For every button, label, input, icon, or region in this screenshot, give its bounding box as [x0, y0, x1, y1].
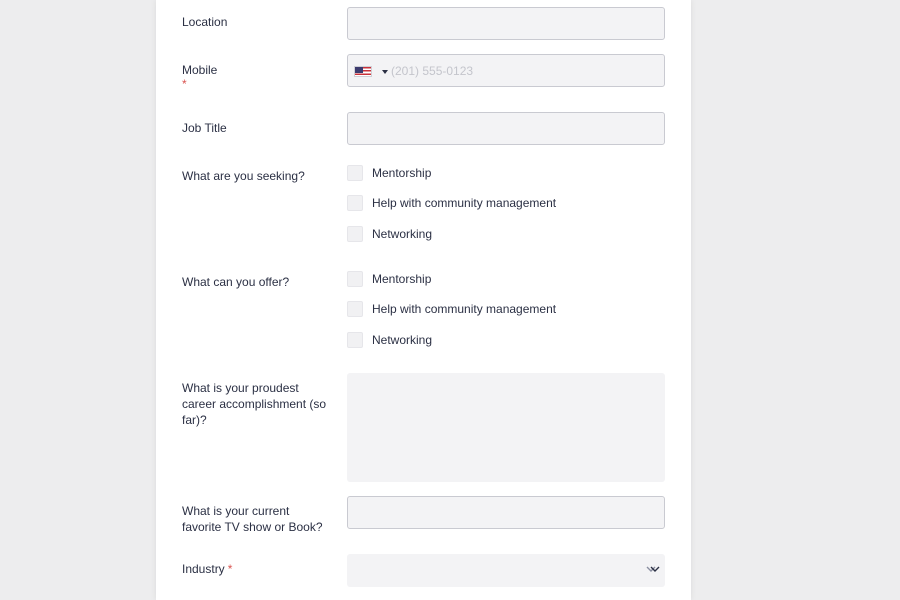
location-label: Location	[182, 15, 228, 29]
caret-down-icon[interactable]	[382, 70, 388, 74]
accomplishment-textarea[interactable]	[347, 373, 665, 482]
checkbox[interactable]	[347, 301, 363, 317]
checkbox[interactable]	[347, 271, 363, 287]
industry-required-mark: *	[227, 562, 233, 576]
industry-label: Industry *	[182, 562, 233, 576]
offer-label: What can you offer?	[182, 275, 290, 289]
profile-form-card	[156, 0, 691, 600]
us-flag-icon[interactable]	[354, 66, 372, 77]
job-title-label: Job Title	[182, 121, 227, 135]
job-title-input[interactable]	[347, 112, 665, 145]
offer-option-mentorship[interactable]: Mentorship	[347, 270, 431, 288]
offer-option-networking[interactable]: Networking	[347, 331, 432, 349]
mobile-required-mark: *	[182, 77, 187, 91]
mobile-label: Mobile *	[182, 62, 332, 90]
checkbox[interactable]	[347, 165, 363, 181]
seeking-option-networking[interactable]: Networking	[347, 225, 432, 243]
seeking-label: What are you seeking?	[182, 169, 305, 183]
favorite-label: What is your current favorite TV show or Book?	[182, 504, 323, 534]
offer-option-community-management[interactable]: Help with community management	[347, 300, 556, 318]
checkbox[interactable]	[347, 332, 363, 348]
location-input[interactable]	[347, 7, 665, 40]
checkbox[interactable]	[347, 226, 363, 242]
industry-select[interactable]	[347, 554, 665, 587]
mobile-placeholder: (201) 555-0123	[391, 64, 474, 78]
mobile-input[interactable]	[347, 54, 665, 87]
accomplishment-label: What is your proudest career accomplishment (so far)?	[182, 381, 327, 427]
checkbox[interactable]	[347, 195, 363, 211]
chevron-down-icon[interactable]	[645, 563, 661, 577]
seeking-option-community-management[interactable]: Help with community management	[347, 194, 556, 212]
favorite-input[interactable]	[347, 496, 665, 529]
seeking-option-mentorship[interactable]: Mentorship	[347, 164, 431, 182]
